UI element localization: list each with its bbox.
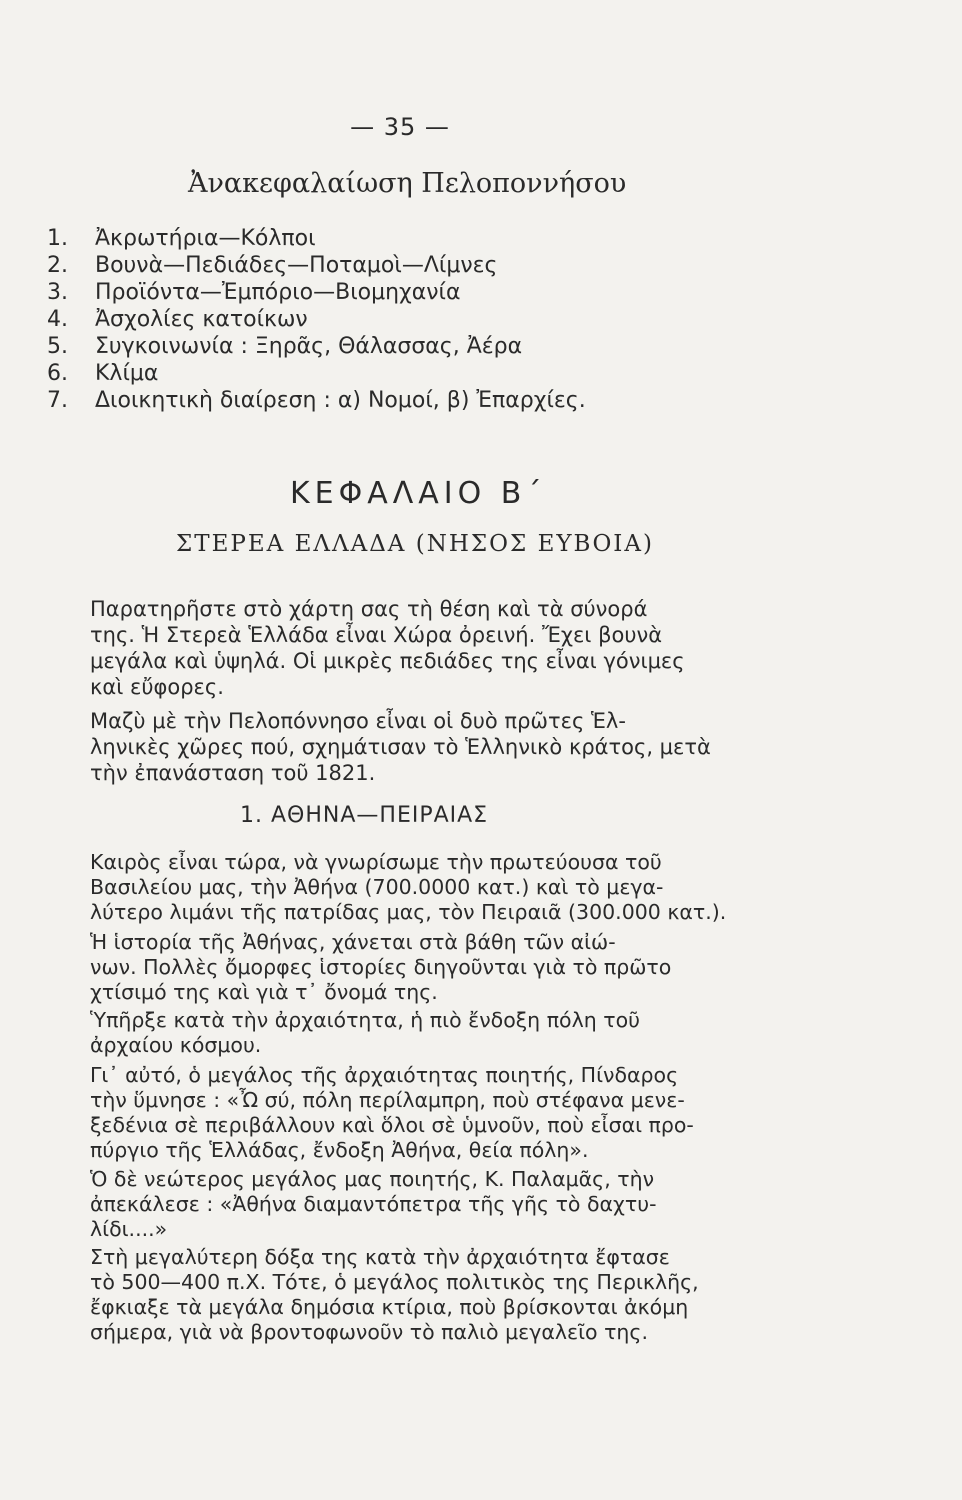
item-number: 1. — [47, 226, 68, 251]
section-paragraph: Στὴ μεγαλύτερη δόξα της κατὰ τὴν ἀρχαιότητα ἔφτασε τὸ 500—400 π.Χ. Τότε, ὁ μεγάλος πολιτικὸς της Περικλῆς, ἔφκιαξε τὰ μεγάλα δημόσια κτίρια, ποὺ βρίσκονται ἀκόμη σήμερα, γιὰ νὰ βροντοφωνοῦν τὸ παλιὸ μεγαλεῖο της. — [90, 1245, 699, 1344]
section-paragraph: Γι᾿ αὐτό, ὁ μεγάλος τῆς ἀρχαιότητας ποιητής, Πίνδαρος τὴν ὕμνησε : «Ὦ σύ, πόλη περίλαμπρη, ποὺ στέφανα μενε- ξεδένια σὲ περιβάλλουν καὶ ὅλοι σὲ ὑμνοῦν, ποὺ εἶσαι προ- πύργιο τῆς Ἑλλάδας, ἔνδοξη Ἀθήνα, θεία πόλη». — [90, 1063, 694, 1162]
list-item — [47, 306, 747, 333]
intro-paragraph: Παρατηρῆστε στὸ χάρτη σας τὴ θέση καὶ τὰ σύνορά της. Ἡ Στερεὰ Ἑλλάδα εἶναι Χώρα ὀρεινή. Ἔχει βουνὰ μεγάλα καὶ ὑψηλά. Οἱ μικρὲς πεδιάδες της εἶναι γόνιμες καὶ εὔφορες. — [90, 597, 685, 699]
summary-list — [47, 225, 747, 414]
section-paragraph: Ἡ ἱστορία τῆς Ἀθήνας, χάνεται στὰ βάθη τῶν αἰώ- νων. Πολλὲς ὄμορφες ἱστορίες διηγοῦνται γιὰ τὸ πρῶτο χτίσιμό της καὶ γιὰ τ᾿ ὄνομά της. — [90, 930, 672, 1004]
item-number: 7. — [47, 388, 68, 413]
item-text: Συγκοινωνία : Ξηρᾶς, Θάλασσας, Ἀέρα — [95, 334, 523, 359]
page-number: — 35 — — [350, 113, 450, 141]
list-item — [47, 387, 747, 414]
item-number: 5. — [47, 334, 68, 359]
item-number: 2. — [47, 253, 68, 278]
list-item — [47, 333, 747, 360]
summary-title: Ἀνακεφαλαίωση Πελοποννήσου — [188, 168, 627, 199]
item-text: Ἀκρωτήρια—Κόλποι — [95, 226, 316, 251]
section-paragraph: Ὑπῆρξε κατὰ τὴν ἀρχαιότητα, ἡ πιὸ ἔνδοξη πόλη τοῦ ἀρχαίου κόσμου. — [90, 1008, 640, 1057]
list-item — [47, 225, 747, 252]
list-item — [47, 279, 747, 306]
item-text: Διοικητικὴ διαίρεση : α) Νομοί, β) Ἐπαρχίες. — [95, 388, 586, 413]
intro-paragraph: Μαζὺ μὲ τὴν Πελοπόννησο εἶναι οἱ δυὸ πρῶτες Ἑλ- ληνικὲς χῶρες πού, σχημάτισαν τὸ Ἑλληνικὸ κράτος, μετὰ τὴν ἐπανάσταση τοῦ 1821. — [90, 709, 711, 785]
section-heading: 1. ΑΘΗΝΑ—ΠΕΙΡΑΙΑΣ — [240, 803, 489, 828]
chapter-subtitle: ΣΤΕΡΕΑ ΕΛΛΑΔΑ (ΝΗΣΟΣ ΕΥΒΟΙΑ) — [176, 531, 654, 557]
list-item — [47, 252, 747, 279]
section-paragraph: Ὁ δὲ νεώτερος μεγάλος μας ποιητής, Κ. Παλαμᾶς, τὴν ἀπεκάλεσε : «Ἀθήνα διαμαντόπετρα τῆς γῆς τὸ δαχτυ- λίδι....» — [90, 1167, 657, 1241]
section-paragraph: Καιρὸς εἶναι τώρα, νὰ γνωρίσωμε τὴν πρωτεύουσα τοῦ Βασιλείου μας, τὴν Ἀθήνα (700.0000 κατ.) καὶ τὸ μεγα- λύτερο λιμάνι τῆς πατρίδας μας, τὸν Πειραιᾶ (300.000 κατ.). — [90, 850, 727, 924]
item-text: Προϊόντα—Ἐμπόριο—Βιομηχανία — [95, 280, 461, 305]
item-number: 6. — [47, 361, 68, 386]
list-item — [47, 360, 747, 387]
chapter-heading: ΚΕΦΑΛΑΙΟ Β΄ — [290, 476, 547, 511]
item-number: 3. — [47, 280, 68, 305]
item-text: Ἀσχολίες κατοίκων — [95, 307, 308, 332]
item-number: 4. — [47, 307, 68, 332]
item-text: Κλίμα — [95, 361, 159, 386]
item-text: Βουνὰ—Πεδιάδες—Ποταμοὶ—Λίμνες — [95, 253, 498, 278]
